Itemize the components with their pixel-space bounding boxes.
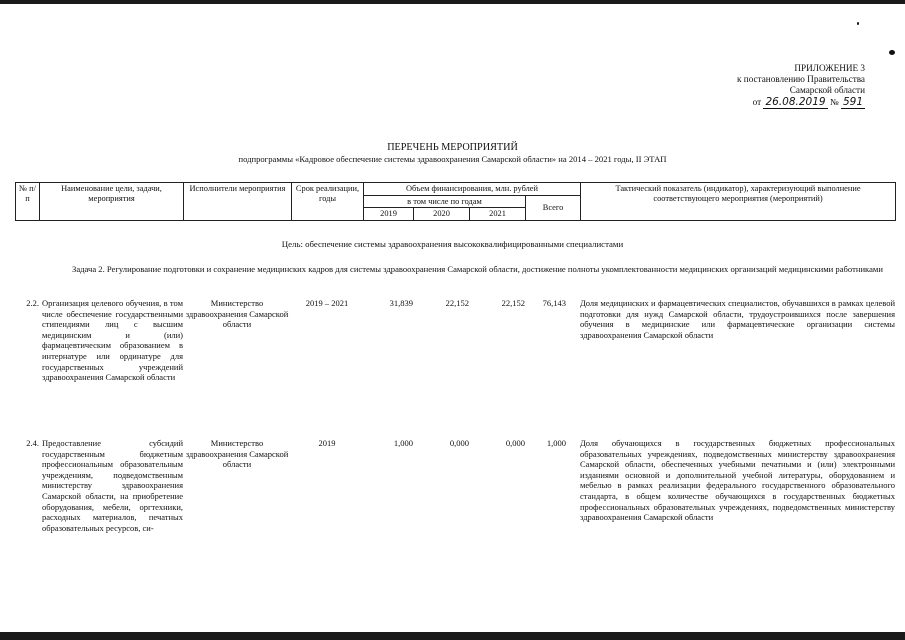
document-title: ПЕРЕЧЕНЬ МЕРОПРИЯТИЙ bbox=[387, 142, 518, 153]
appendix-block bbox=[645, 63, 865, 108]
row-measure-name: Организация целевого обучения, в том числе обеспечение государственными стипендиями лиц с высшим медицинским и (или) фармацевтическим образованием в интернатуре или ординатуре для государственных учреждений здравоохранения Самарской области bbox=[42, 298, 183, 383]
appendix-line-1: к постановлению Правительства bbox=[737, 74, 865, 85]
row-number: 2.4. bbox=[26, 438, 39, 448]
row-term: 2019 – 2021 bbox=[305, 298, 349, 308]
handwritten-number: 591 bbox=[842, 95, 863, 108]
row-indicator: Доля медицинских и фармацевтических специалистов, обучавшихся в рамках целевой подготовки для нужд Самарской области, трудоустроившихся после завершения обучения в медицинские или фармацевтические организации системы здравоохранения Самарской области bbox=[580, 298, 895, 340]
row-indicator: Доля обучающихся в государственных бюджетных профессиональных образовательных учреждениях, подведомственных министерству здравоохранения Самарской области, обеспеченных учебными печатными и (или) электронными изданиями основной и дополнительной учебной литературы, оборудованием и мебелью в рамках реализации федерального государственного образовательного стандарта, в общем количестве обучающихся в государственных бюджетных профессиональных образовательных учреждениях, подведомственных министерству здравоохранения Самарской области bbox=[580, 438, 895, 523]
table-row bbox=[15, 298, 895, 423]
scan-top-edge bbox=[0, 0, 905, 4]
table-header bbox=[15, 182, 896, 221]
header-name: Наименование цели, задачи, мероприятия bbox=[40, 183, 184, 221]
header-total: Всего bbox=[526, 195, 581, 220]
handwritten-date: 26.08.2019 bbox=[765, 95, 826, 108]
row-measure-name: Предоставление субсидий государственным бюджетным профессиональным образовательным учреждениям, подведомственным министерству здравоохранения Самарской области, на приобретение оборудования, мебели, оргтехники, расходных материалов, печатных образовательных ресурсов, си- bbox=[42, 438, 183, 533]
header-indicator: Тактический показатель (индикатор), характеризующий выполнение соответствующего мероприятия (мероприятий) bbox=[581, 183, 896, 221]
header-term: Срок реализации, годы bbox=[292, 183, 364, 221]
row-executor: Министерство здравоохранения Самарской области bbox=[185, 298, 289, 330]
row-funding-2021: 22,152 bbox=[501, 298, 525, 308]
scan-speck bbox=[857, 22, 859, 25]
row-funding-2020: 0,000 bbox=[449, 438, 469, 448]
row-number: 2.2. bbox=[26, 298, 39, 308]
header-year: 2021 bbox=[470, 208, 526, 221]
appendix-line-2: Самарской области bbox=[789, 85, 865, 96]
row-funding-total: 76,143 bbox=[542, 298, 566, 308]
number-label: № bbox=[829, 96, 839, 107]
header-year: 2019 bbox=[364, 208, 414, 221]
scan-speck bbox=[889, 50, 895, 55]
document-subtitle: подпрограммы «Кадровое обеспечение системы здравоохранения Самарской области» на 2014 – 2021 годы, II ЭТАП bbox=[238, 154, 667, 164]
header-funding: Объем финансирования, млн. рублей bbox=[364, 183, 581, 196]
appendix-title: ПРИЛОЖЕНИЕ 3 bbox=[794, 63, 865, 73]
row-funding-2019: 31,839 bbox=[389, 298, 413, 308]
row-funding-2020: 22,152 bbox=[445, 298, 469, 308]
header-by-years: в том числе по годам bbox=[364, 195, 526, 208]
row-funding-2021: 0,000 bbox=[505, 438, 525, 448]
from-label: от bbox=[752, 96, 762, 107]
appendix-date-line bbox=[645, 97, 865, 108]
goal-heading: Цель: обеспечение системы здравоохранения высококвалифицированными специалистами bbox=[281, 239, 624, 249]
header-num: № п/п bbox=[16, 183, 40, 221]
header-executors: Исполнители мероприятия bbox=[184, 183, 292, 221]
table-row bbox=[15, 438, 895, 578]
row-funding-2019: 1,000 bbox=[393, 438, 413, 448]
row-executor: Министерство здравоохранения Самарской области bbox=[185, 438, 289, 470]
task-heading: Задача 2. Регулирование подготовки и сохранение медицинских кадров для системы здравоохранения Самарской области, достижение полноты укомплектованности медицинских организаций медицинскими работниками bbox=[72, 264, 883, 274]
scan-bottom-edge bbox=[0, 632, 905, 640]
header-year: 2020 bbox=[414, 208, 470, 221]
row-funding-total: 1,000 bbox=[546, 438, 566, 448]
row-term: 2019 bbox=[318, 438, 336, 448]
